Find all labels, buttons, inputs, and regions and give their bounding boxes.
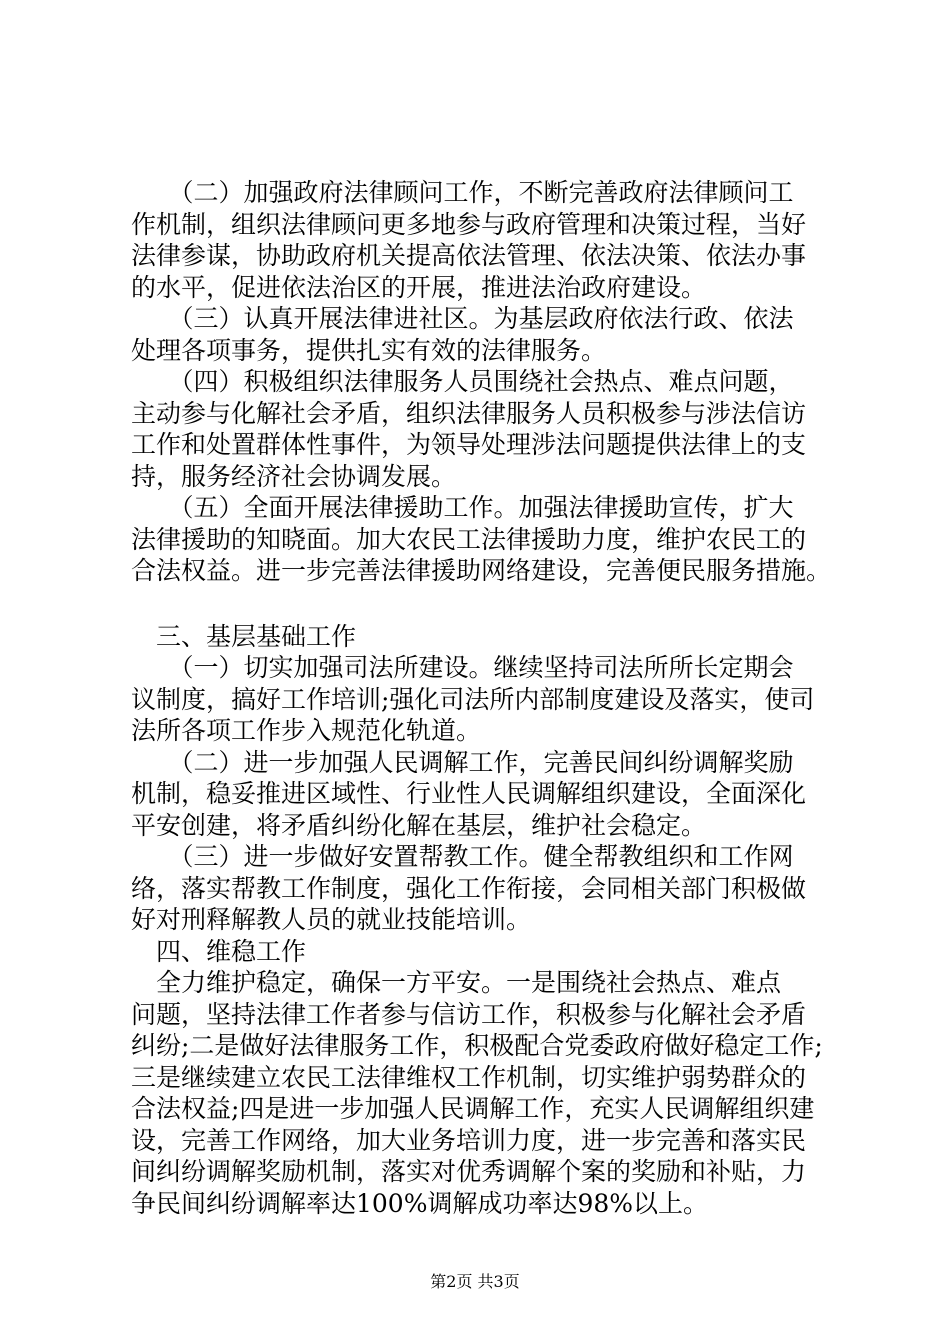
text-line: （二）进一步加强人民调解工作，完善民间纠纷调解奖励 <box>131 747 794 777</box>
text-line: （一）切实加强司法所建设。继续坚持司法所所长定期会 <box>131 653 794 682</box>
text-line: 好对刑释解教人员的就业技能培训。 <box>131 905 532 934</box>
text-line: 议制度，搞好工作培训;强化司法所内部制度建设及落实，使司 <box>131 684 815 714</box>
text-line: （四）积极组织法律服务人员围绕社会热点、难点问题， <box>131 367 794 396</box>
text-line: 争民间纠纷调解率达100%调解成功率达98%以上。 <box>131 1188 709 1218</box>
section-heading: 四、维稳工作 <box>131 936 307 966</box>
text-line: 作机制，组织法律顾问更多地参与政府管理和决策过程，当好 <box>131 209 807 239</box>
text-line: 问题，坚持法律工作者参与信访工作，积极参与化解社会矛盾 <box>131 999 807 1029</box>
text-line: 三是继续建立农民工法律维权工作机制，切实维护弱势群众的 <box>131 1062 807 1092</box>
text-line: 平安创建，将矛盾纠纷化解在基层，维护社会稳定。 <box>131 810 707 840</box>
text-line: （三）进一步做好安置帮教工作。健全帮教组织和工作网 <box>131 842 794 871</box>
text-line: 设，完善工作网络，加大业务培训力度，进一步完善和落实民 <box>131 1125 807 1155</box>
text-line: 间纠纷调解奖励机制，落实对优秀调解个案的奖励和补贴，力 <box>131 1157 807 1186</box>
text-line: （五）全面开展法律援助工作。加强法律援助宣传，扩大 <box>131 493 794 522</box>
text-line: 法律参谋，协助政府机关提高依法管理、依法决策、依法办事 <box>131 241 807 270</box>
text-line: 工作和处置群体性事件，为领导处理涉法问题提供法律上的支 <box>131 430 807 459</box>
text-line: 的水平，促进依法治区的开展，推进法治政府建设。 <box>131 272 707 302</box>
text-line: 主动参与化解社会矛盾，组织法律服务人员积极参与涉法信访 <box>131 398 807 428</box>
text-line: 合法权益。进一步完善法律援助网络建设，完善便民服务措施。 <box>131 556 832 585</box>
text-line: 络，落实帮教工作制度，强化工作衔接，会同相关部门积极做 <box>131 873 807 903</box>
text-line: （三）认真开展法律进社区。为基层政府依法行政、依法 <box>131 304 794 333</box>
section-heading: 三、基层基础工作 <box>131 621 357 651</box>
text-line: 持，服务经济社会协调发展。 <box>131 461 457 491</box>
text-line: 全力维护稳定，确保一方平安。一是围绕社会热点、难点 <box>131 968 782 997</box>
text-line: 机制，稳妥推进区域性、行业性人民调解组织建设，全面深化 <box>131 779 807 808</box>
text-line: 法律援助的知晓面。加大农民工法律援助力度，维护农民工的 <box>131 524 807 554</box>
text-line: （二）加强政府法律顾问工作，不断完善政府法律顾问工 <box>131 178 794 207</box>
text-line: 法所各项工作步入规范化轨道。 <box>131 716 482 745</box>
text-line: 合法权益;四是进一步加强人民调解工作，充实人民调解组织建 <box>131 1094 815 1123</box>
page-footer: 第2页 共3页 <box>430 1272 520 1291</box>
text-line: 处理各项事务，提供扎实有效的法律服务。 <box>131 335 607 365</box>
text-line: 纠纷;二是做好法律服务工作，积极配合党委政府做好稳定工作; <box>131 1031 823 1060</box>
